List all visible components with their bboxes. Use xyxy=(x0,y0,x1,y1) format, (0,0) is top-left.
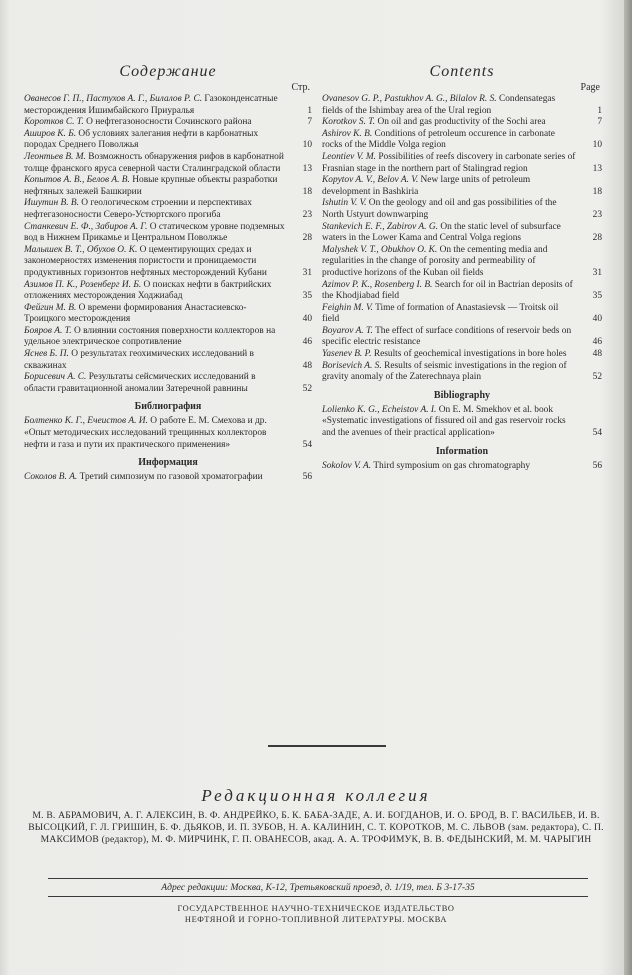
entry-author: Ованесов Г. П., Пастухов А. Г., Билалов Р. С. xyxy=(24,94,203,104)
entry-title: Results of seismic investigations in the region of gravity anomaly of the Zaterechnaya plain xyxy=(322,360,567,383)
entry-page-number: 52 xyxy=(302,383,312,394)
entry-page-number: 28 xyxy=(592,233,602,244)
contents-entry xyxy=(24,416,312,451)
contents-entry xyxy=(24,175,312,198)
entry-author: Stankevich E. F., Zabirov A. G. xyxy=(322,221,438,232)
entry-title: Результаты сейсмических исследований в области гравитационной аномалии Затеречной равнины xyxy=(24,372,256,394)
entry-page-number: 56 xyxy=(302,472,312,483)
entry-title: Новые крупные объекты разработки нефтяных залежей Башкирии xyxy=(24,175,278,197)
entry-page-number: 35 xyxy=(302,291,312,302)
entry-title: On E. M. Smekhov et al. book «Systematic investigations of fissured oil and gas reservoir rocks and the avenues of their practical application» xyxy=(322,404,566,439)
contents-entry xyxy=(24,117,312,129)
entry-page-number: 13 xyxy=(592,163,602,174)
editorial-address: Адрес редакции: Москва, К-12, Третьяковский проезд, д. 1/19, тел. Б 3-17-35 xyxy=(48,878,588,897)
entry-title: О влиянии состояния поверхности коллекторов на удельное электрическое сопротивление xyxy=(24,325,276,348)
entry-page-number: 23 xyxy=(592,209,602,220)
contents-entry xyxy=(24,349,312,372)
entry-page-number: 18 xyxy=(592,186,602,197)
contents-entry xyxy=(24,372,312,395)
contents-entry xyxy=(322,280,602,303)
page-column-label-russian: Стр. xyxy=(291,82,310,93)
entry-author: Бояров А. Т. xyxy=(24,325,72,336)
entry-author: Станкевич Е. Ф., Забиров А. Г. xyxy=(24,221,148,232)
contents-header-english: Contents xyxy=(429,63,495,80)
contents-entry xyxy=(24,472,312,484)
entry-title: On oil and gas productivity of the Sochi area xyxy=(377,117,546,128)
page-spine-edge xyxy=(624,0,632,975)
contents-entry xyxy=(322,349,602,361)
contents-entry xyxy=(322,361,602,384)
entry-author: Sokolov V. A. xyxy=(322,460,372,471)
entry-title: Conditions of petroleum occurence in carbonate rocks of the Middle Volga region xyxy=(322,128,555,151)
contents-entry xyxy=(322,405,602,440)
entry-author: Ishutin V. V. xyxy=(322,198,367,209)
entry-title: Об условиях залегания нефти в карбонатных породах Среднего Поволжья xyxy=(24,128,259,151)
entry-author: Малышек В. Т., Обухов О. К. xyxy=(24,244,138,255)
entry-page-number: 1 xyxy=(597,105,602,116)
entry-author: Ovanesov G. P., Pastukhov A. G., Bilalov R. S. xyxy=(322,94,497,104)
bibliography-title-english: Bibliography xyxy=(433,389,491,401)
entry-title: О геологическом строении и перспективах нефтегазоносности Северо-Устюртского прогиба xyxy=(24,198,252,220)
contents-entry xyxy=(24,280,312,303)
entry-author: Леонтьев В. М. xyxy=(24,151,86,162)
entry-author: Azimov P. K., Rosenberg I. B. xyxy=(322,279,433,290)
entry-title: О поисках нефти в бактрийских отложениях месторождения Ходжиабад xyxy=(24,279,272,302)
contents-entry xyxy=(322,94,602,117)
contents-entry xyxy=(322,152,602,175)
entry-author: Malyshek V. T., Obukhov O. K. xyxy=(322,244,438,255)
contents-entry xyxy=(24,94,312,117)
entry-page-number: 35 xyxy=(592,291,602,302)
entry-page-number: 10 xyxy=(302,140,312,151)
editorial-board-title: Редакционная коллегия xyxy=(201,786,431,805)
entry-title: New large units of petroleum development in Bashkiria xyxy=(322,175,531,197)
entry-title: О цементирующих средах и закономерностях изменения пористости и проницаемости продуктивных горизонтов нефтяных месторождений Кубани xyxy=(24,244,267,278)
entry-title: Condensategas fields of the Ishimbay area of the Ural region xyxy=(322,94,556,116)
entry-page-number: 28 xyxy=(302,233,312,244)
entry-title: О работе Е. М. Смехова и др. «Опыт методических исследований трещинных коллекторов нефти и газа и пути их практического применения» xyxy=(24,416,267,450)
bibliography-title-russian: Библиография xyxy=(134,401,202,413)
contents-entry xyxy=(24,222,312,245)
entry-author: Yasenev B. P. xyxy=(322,349,372,360)
entry-author: Kopytov A. V., Belov A. V. xyxy=(322,175,419,186)
contents-column-russian xyxy=(24,62,312,484)
entry-author: Копытов А. В., Белов А. В. xyxy=(24,175,130,186)
contents-header-russian: Содержание xyxy=(119,63,217,80)
entry-page-number: 54 xyxy=(592,428,602,439)
entry-page-number: 10 xyxy=(592,140,602,151)
entries-list-russian xyxy=(24,94,312,395)
entry-author: Leontiev V. M. xyxy=(322,151,376,162)
entry-page-number: 31 xyxy=(302,267,312,278)
entry-page-number: 46 xyxy=(302,337,312,348)
entry-author: Аширов К. Б. xyxy=(24,128,77,139)
contents-entry xyxy=(322,303,602,326)
section-divider xyxy=(268,745,386,747)
entry-page-number: 1 xyxy=(307,105,312,116)
entry-author: Яснев Б. П. xyxy=(24,349,69,360)
contents-entry xyxy=(322,129,602,152)
entry-title: Possibilities of reefs discovery in carbonate series of Frasnian stage in the northern part of Stalingrad region xyxy=(322,151,576,174)
contents-entry xyxy=(322,117,602,129)
contents-entry xyxy=(24,129,312,152)
entry-title: О нефтегазоносности Сочинского района xyxy=(86,117,252,128)
entry-page-number: 48 xyxy=(302,360,312,371)
entry-title: On the cementing media and regularities in the change of porosity and permeability of productive horizons of the Kuban oil fields xyxy=(322,244,548,278)
bibliography-list-english xyxy=(322,405,602,440)
entry-page-number: 52 xyxy=(592,372,602,383)
entries-list-english xyxy=(322,94,602,384)
entry-title: Time of formation of Anastasievsk — Troitsk oil field xyxy=(322,302,559,325)
entry-author: Коротков С. Т. xyxy=(24,117,84,128)
entry-page-number: 56 xyxy=(592,460,602,471)
entry-author: Borisevich A. S. xyxy=(322,360,382,371)
entry-author: Соколов В. А. xyxy=(24,472,78,483)
entry-title: Возможность обнаружения рифов в карбонатной толще франского яруса северной части Сталинградской области xyxy=(24,151,284,174)
entry-page-number: 48 xyxy=(592,349,602,360)
information-title-english: Information xyxy=(435,445,489,457)
editorial-board-members: М. В. АБРАМОВИЧ, А. Г. АЛЕКСИН, В. Ф. АНДРЕЙКО, Б. К. БАБА-ЗАДЕ, А. И. БОГДАНОВ, И. О. БРОД, В. Г. ВАСИЛЬЕВ, И. В. ВЫСОЦКИЙ, Г. Л. ГРИШИН, Б. Ф. ДЬЯКОВ, И. П. ЗУБОВ, Н. А. КАЛИНИН, С. Т. КОРОТКОВ, М. С. ЛЬВОВ (зам. редактора), С. П. МАКСИМОВ (редактор), М. Ф. МИРЧИНК, Г. П. ОВАНЕСОВ, акад. А. А. ТРОФИМУК, В. В. ФЕДЫНСКИЙ, М. М. ЧАРЫГИН xyxy=(28,810,604,845)
entry-author: Korotkov S. T. xyxy=(322,117,376,128)
entry-page-number: 18 xyxy=(302,186,312,197)
information-list-english xyxy=(322,461,602,473)
entry-page-number: 54 xyxy=(302,439,312,450)
information-title-russian: Информация xyxy=(138,457,198,469)
entry-author: Boyarov A. T. xyxy=(322,325,373,336)
contents-entry xyxy=(24,245,312,280)
entry-title: Search for oil in Bactrian deposits of the Khodjiabad field xyxy=(322,279,573,302)
entry-page-number: 13 xyxy=(302,163,312,174)
entry-title: Третий симпозиум по газовой хроматографии xyxy=(79,472,263,483)
contents-entry xyxy=(322,198,602,221)
entry-title: Газоконденсатные месторождения Ишимбайского Приуралья xyxy=(24,94,278,116)
entry-page-number: 7 xyxy=(597,117,602,128)
entry-page-number: 31 xyxy=(592,267,602,278)
contents-entry xyxy=(322,326,602,349)
contents-entry xyxy=(24,198,312,221)
entry-title: Third symposium on gas chromatography xyxy=(373,460,531,471)
entry-title: On the static level of subsurface waters in the Lower Kama and Central Volga regions xyxy=(322,221,561,244)
publisher-line: НЕФТЯНОЙ И ГОРНО-ТОПЛИВНОЙ ЛИТЕРАТУРЫ. МОСКВА xyxy=(184,915,448,924)
page-column-label-english: Page xyxy=(580,82,600,93)
contents-entry xyxy=(24,303,312,326)
entry-title: Results of geochemical investigations in bore holes xyxy=(373,349,567,360)
entry-title: The effect of surface conditions of reservoir beds on specific electric resistance xyxy=(322,325,572,348)
entry-author: Азимов П. К., Розенберг И. Б. xyxy=(24,279,142,290)
contents-entry xyxy=(24,326,312,349)
entry-page-number: 46 xyxy=(592,337,602,348)
entry-title: On the geology and oil and gas possibilities of the North Ustyurt downwarping xyxy=(322,198,557,220)
bibliography-list-russian xyxy=(24,416,312,451)
information-list-russian xyxy=(24,472,312,484)
entry-title: О результатах геохимических исследований в скважинах xyxy=(24,349,254,371)
contents-entry xyxy=(322,175,602,198)
contents-column-english xyxy=(322,62,602,472)
entry-author: Болтенко К. Г., Ечеистов А. И. xyxy=(24,416,148,427)
publisher-block xyxy=(60,903,572,925)
contents-entry xyxy=(322,461,602,473)
entry-title: О времени формирования Анастасиевско-Троицкого месторождения xyxy=(24,302,247,325)
entry-title: О статическом уровне подземных вод в Нижнем Прикамье и Центральном Поволжье xyxy=(24,221,285,244)
contents-entry xyxy=(322,222,602,245)
publisher-line: ГОСУДАРСТВЕННОЕ НАУЧНО-ТЕХНИЧЕСКОЕ ИЗДАТЕЛЬСТВО xyxy=(177,904,455,913)
entry-page-number: 23 xyxy=(302,209,312,220)
entry-author: Ashirov K. B. xyxy=(322,128,373,139)
entry-page-number: 40 xyxy=(592,314,602,325)
entry-author: Feighin M. V. xyxy=(322,302,373,313)
entry-author: Lolienko K. G., Echeistov A. I. xyxy=(322,404,437,415)
contents-entry xyxy=(24,152,312,175)
contents-entry xyxy=(322,245,602,280)
entry-page-number: 40 xyxy=(302,314,312,325)
entry-author: Борисевич А. С. xyxy=(24,372,87,383)
entry-author: Ишутин В. В. xyxy=(24,198,79,209)
entry-page-number: 7 xyxy=(307,117,312,128)
entry-author: Фейгин М. В. xyxy=(24,302,77,313)
